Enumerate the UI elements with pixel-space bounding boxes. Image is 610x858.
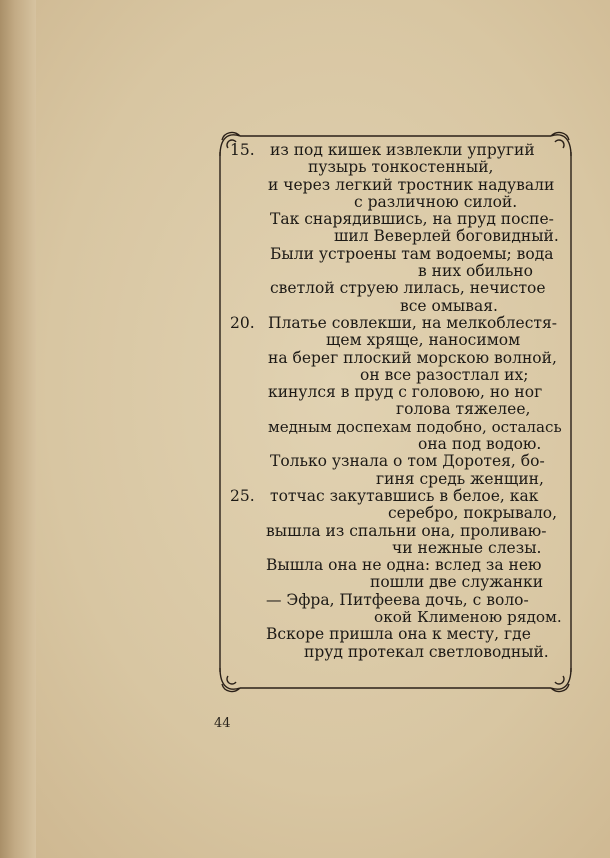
verse-number: 15. — [230, 141, 255, 159]
verse-text: Были устроены там водоемы; вода — [270, 244, 554, 263]
verse-text: Вскоре пришла она к месту, где — [266, 625, 531, 644]
verse-line — [222, 211, 567, 228]
verse-text: пошли две служанки — [370, 573, 544, 592]
verse-number: 20. — [230, 313, 255, 332]
verse-text: она под водою. — [418, 435, 542, 454]
verse-line — [222, 350, 567, 367]
verse-text: голова тяжелее, — [396, 400, 531, 419]
verse-text: пруд протекал светловодный. — [304, 642, 549, 661]
verse-line — [222, 505, 567, 522]
verse-text: медным доспехам подобно, осталась — [268, 417, 562, 436]
verse-line — [222, 401, 567, 418]
verse-text: чи нежные слезы. — [392, 538, 542, 557]
verse-text: щем хряще, наносимом — [326, 331, 521, 350]
verse-text: Так снарядившись, на пруд поспе- — [270, 210, 554, 229]
verse-line — [222, 177, 567, 194]
verse-text: на берег плоский морскою волной, — [268, 348, 557, 367]
verse-line — [222, 557, 567, 574]
verse-line — [222, 609, 567, 626]
verse-text: и через легкий тростник надували — [268, 175, 555, 194]
poem-text — [222, 142, 567, 661]
verse-line — [222, 159, 567, 176]
verse-line — [222, 523, 567, 540]
verse-line — [222, 592, 567, 609]
verse-line — [222, 644, 567, 661]
verse-number: 25. — [230, 486, 255, 505]
verse-text: светлой струею лилась, нечистое — [270, 279, 546, 298]
verse-line — [222, 540, 567, 557]
verse-text: Платье совлекши, на мелкоблестя- — [268, 313, 557, 332]
verse-line — [222, 142, 567, 159]
verse-line — [222, 246, 567, 263]
verse-text: все омывая. — [400, 296, 498, 315]
verse-line — [222, 574, 567, 591]
verse-text: в них обильно — [418, 262, 533, 281]
page-number: 44 — [214, 716, 231, 731]
verse-text: Только узнала о том Доротея, бо- — [270, 452, 545, 471]
verse-text: кинулся в пруд с головою, но ног — [268, 383, 543, 402]
verse-text: шил Веверлей боговидный. — [334, 227, 559, 246]
verse-text: тотчас закутавшись в белое, как — [270, 486, 539, 505]
verse-text: серебро, покрывало, — [388, 504, 558, 523]
verse-line — [222, 315, 567, 332]
verse-text: окой Клименою рядом. — [374, 608, 562, 627]
verse-line — [222, 194, 567, 211]
verse-line — [222, 436, 567, 453]
verse-text: с различною силой. — [354, 192, 518, 211]
verse-line — [222, 471, 567, 488]
verse-line — [222, 298, 567, 315]
verse-line — [222, 453, 567, 470]
verse-line — [222, 626, 567, 643]
verse-text: из под кишек извлекли упругий — [270, 141, 535, 159]
verse-text: пузырь тонкостенный, — [308, 158, 494, 177]
verse-line — [222, 263, 567, 280]
verse-line — [222, 488, 567, 505]
verse-text: вышла из спальни она, проливаю- — [266, 521, 547, 540]
verse-line — [222, 384, 567, 401]
verse-text: он все разостлал их; — [360, 365, 529, 384]
verse-text: гиня средь женщин, — [376, 469, 544, 488]
verse-line — [222, 228, 567, 245]
verse-line — [222, 332, 567, 349]
verse-line — [222, 419, 567, 436]
book-spine — [0, 0, 36, 858]
verse-text: Вышла она не одна: вслед за нею — [266, 556, 542, 575]
verse-text: — Эфра, Питфеева дочь, с воло- — [266, 590, 529, 609]
verse-line — [222, 367, 567, 384]
verse-line — [222, 280, 567, 297]
